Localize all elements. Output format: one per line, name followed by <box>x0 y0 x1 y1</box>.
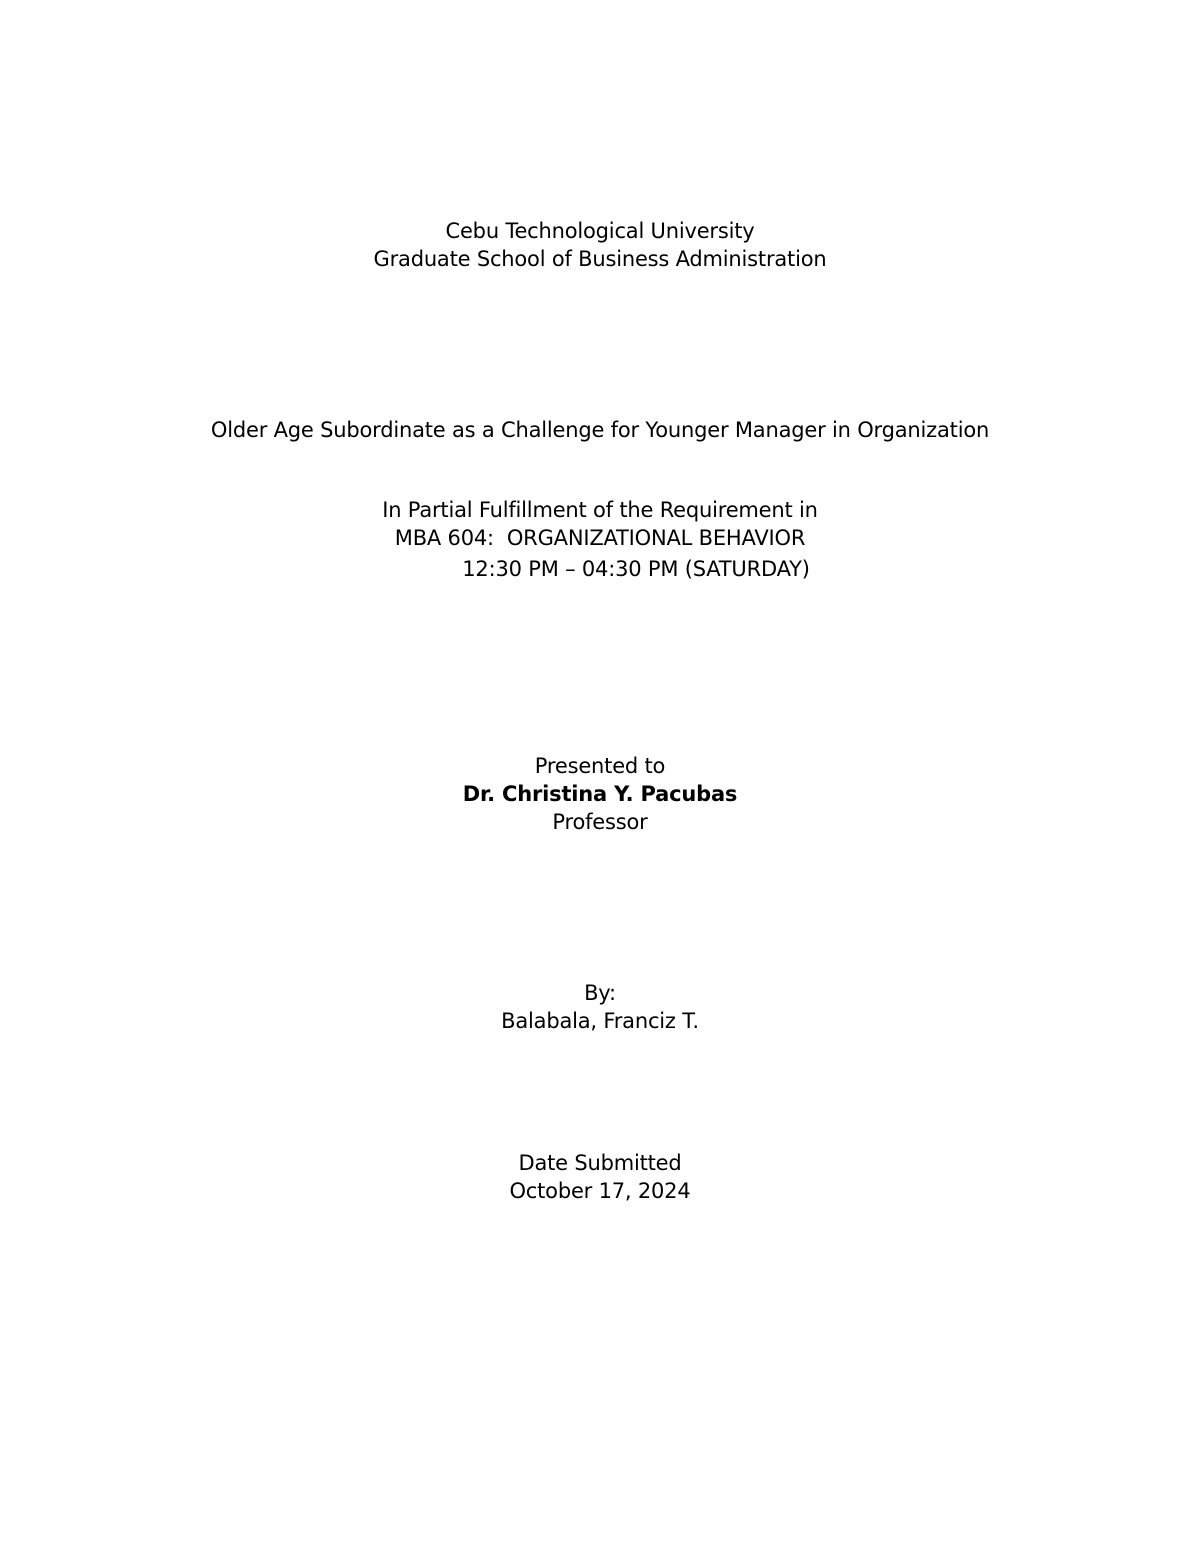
course-name: MBA 604: ORGANIZATIONAL BEHAVIOR <box>394 526 806 550</box>
by-label: By: <box>584 981 616 1005</box>
professor-name: Dr. Christina Y. Pacubas <box>462 782 738 806</box>
author-name: Balabala, Franciz T. <box>501 1009 699 1033</box>
date-submitted-label: Date Submitted <box>518 1151 682 1175</box>
requirement-line: In Partial Fulfillment of the Requirement in <box>382 498 818 522</box>
class-schedule: 12:30 PM – 04:30 PM (SATURDAY) <box>462 557 810 581</box>
school-name: Graduate School of Business Administration <box>373 247 827 271</box>
presented-to-label: Presented to <box>534 754 666 778</box>
university-name: Cebu Technological University <box>445 219 755 243</box>
professor-role: Professor <box>552 810 648 834</box>
submission-date: October 17, 2024 <box>509 1179 691 1203</box>
document-title: Older Age Subordinate as a Challenge for Younger Manager in Organization <box>210 418 990 442</box>
